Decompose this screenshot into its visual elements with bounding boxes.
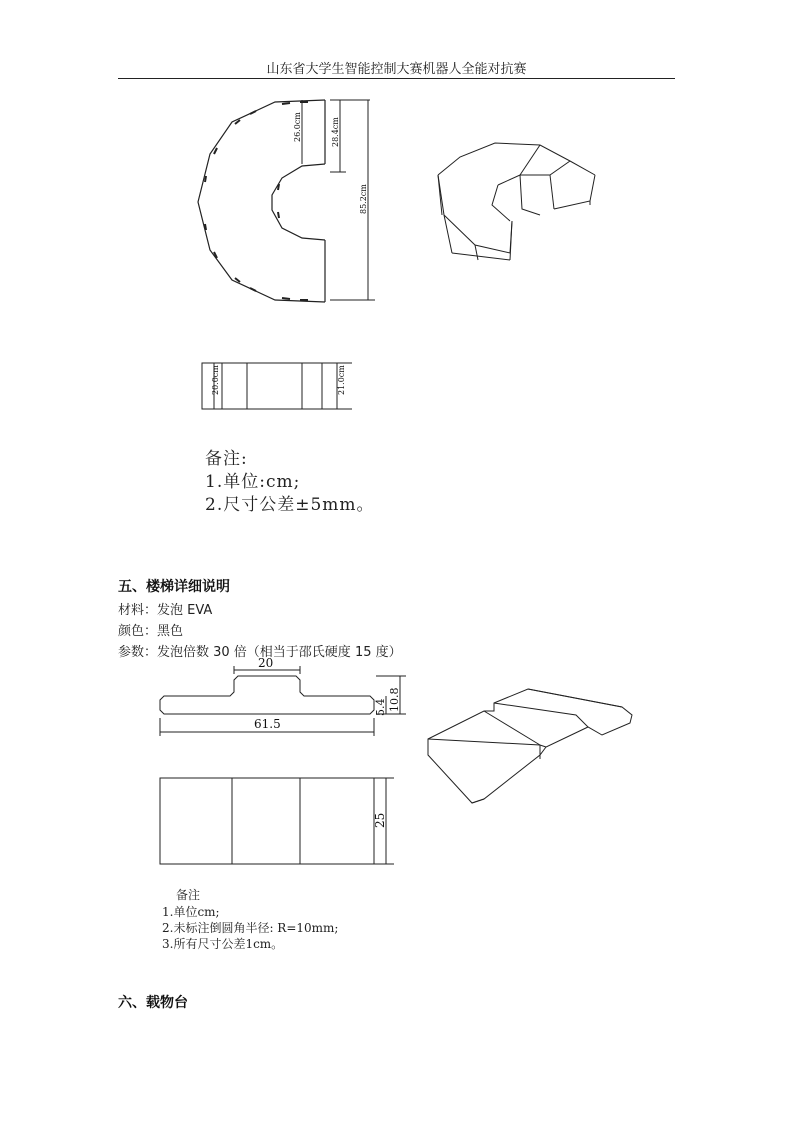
stair-isometric-view <box>420 685 635 815</box>
page-header-title: 山东省大学生智能控制大赛机器人全能对抗赛 <box>266 62 527 77</box>
section6-heading: 六、载物台 <box>118 995 188 1011</box>
section5-heading: 五、楼梯详细说明 <box>118 579 230 595</box>
stair-side-profile <box>150 658 420 743</box>
ramp-plan-view <box>190 92 400 312</box>
spec-params: 参数：发泡倍数 30 倍（相当于邵氏硬度 15 度） <box>118 645 402 660</box>
dim-length: 61.5 <box>254 717 281 731</box>
note2-line3: 3.所有尺寸公差1cm。 <box>162 937 284 951</box>
dim-width: 25 <box>373 812 387 828</box>
dim-step: 5.4 <box>374 698 387 716</box>
note2-line1: 1.单位cm; <box>162 905 220 919</box>
dim-height: 10.8 <box>388 687 401 712</box>
dim-top: 20 <box>258 658 274 670</box>
header-rule <box>118 78 675 79</box>
note2-title: 备注 <box>176 888 201 902</box>
ramp-isometric-view <box>430 135 600 265</box>
spec-material: 材料：发泡 EVA <box>118 603 213 618</box>
note1-line1: 1.单位:cm; <box>205 472 301 492</box>
note2-line2: 2.未标注倒圆角半径: R=10mm; <box>162 921 339 935</box>
ramp-side-view <box>192 355 362 415</box>
stair-top-view <box>150 770 410 870</box>
dim-21: 21.0cm <box>337 365 346 395</box>
dim-28: 28.4cm <box>331 117 340 147</box>
note1-line2: 2.尺寸公差±5mm。 <box>205 495 375 515</box>
dim-26: 26.0cm <box>293 112 302 142</box>
dim-85: 85.2cm <box>359 184 368 214</box>
note1-title: 备注: <box>205 449 248 469</box>
dim-20: 20.0cm <box>211 365 220 395</box>
spec-color: 颜色：黑色 <box>118 624 184 639</box>
